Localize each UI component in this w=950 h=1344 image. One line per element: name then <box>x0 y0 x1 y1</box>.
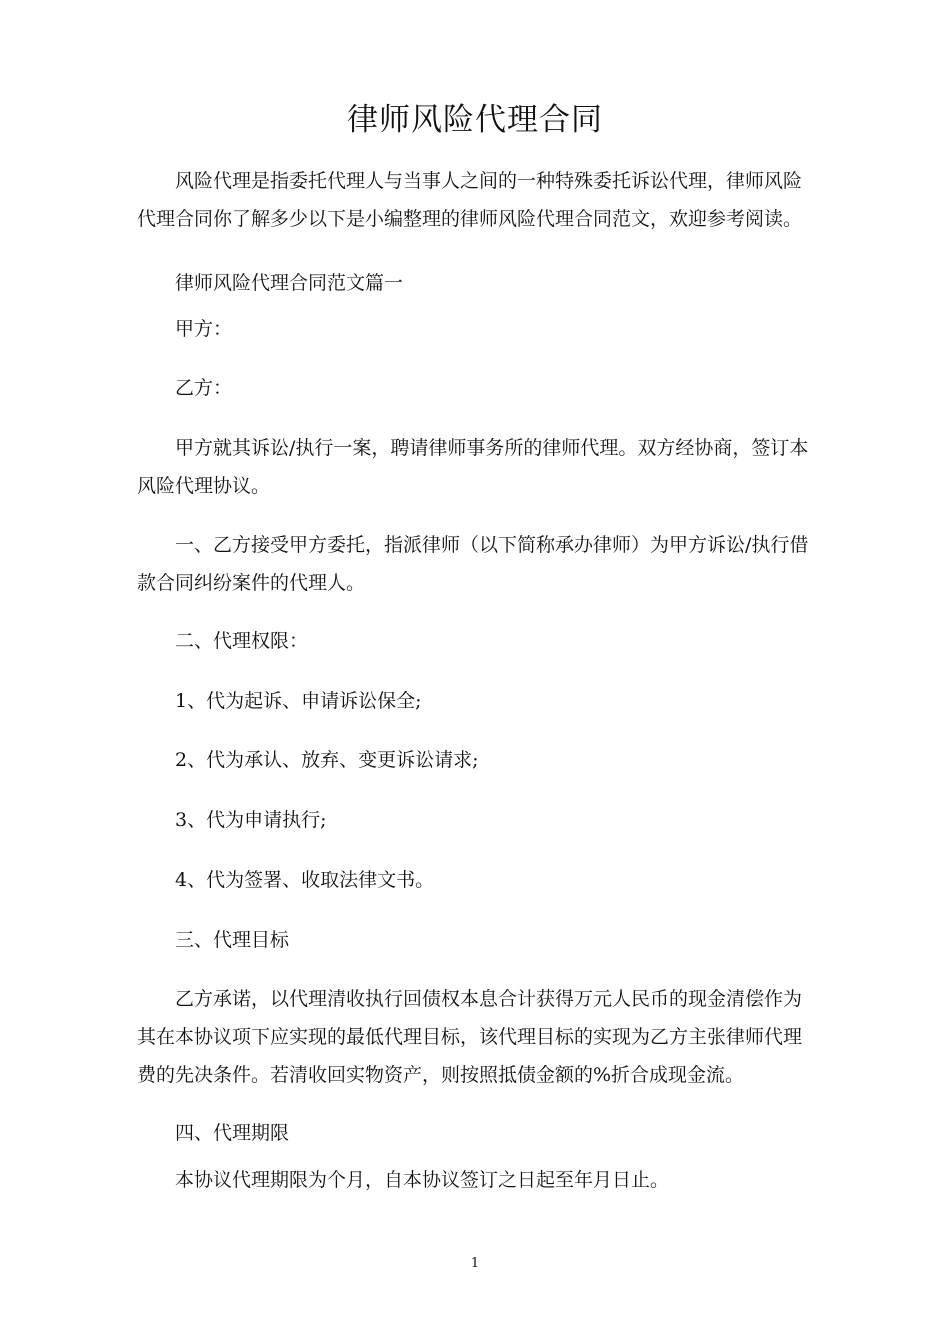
list-item: 1、代为起诉、申请诉讼保全; <box>175 690 422 712</box>
agreement-paragraph: 甲方就其诉讼/执行一案，聘请律师事务所的律师代理。双方经协商，签订本风险代理协议。 <box>137 437 809 497</box>
party-a-line: 甲方： <box>175 318 233 340</box>
clause-2-heading: 二、代理权限： <box>175 630 309 652</box>
intro-paragraph: 风险代理是指委托代理人与当事人之间的一种特殊委托诉讼代理，律师风险代理合同你了解多少以下是小编整理的律师风险代理合同范文，欢迎参考阅读。 <box>137 170 803 230</box>
list-item: 3、代为申请执行; <box>175 809 327 831</box>
clause-1-paragraph: 一、乙方接受甲方委托，指派律师（以下简称承办律师）为甲方诉讼/执行借款合同纠纷案件的代理人。 <box>137 534 809 594</box>
list-item: 2、代为承认、放弃、变更诉讼请求; <box>175 749 479 771</box>
clause-4-heading: 四、代理期限 <box>175 1122 290 1144</box>
section-heading: 律师风险代理合同范文篇一 <box>175 272 404 294</box>
list-item: 4、代为签署、收取法律文书。 <box>175 869 435 891</box>
clause-3-paragraph: 乙方承诺，以代理清收执行回债权本息合计获得万元人民币的现金清偿作为其在本协议项下应实现的最低代理目标，该代理目标的实现为乙方主张律师代理费的先决条件。若清收回实物资产，则按照抵债金额的%折合成现金流。 <box>137 988 803 1086</box>
document-title: 律师风险代理合同 <box>347 102 603 138</box>
page-number: 1 <box>470 1256 480 1271</box>
clause-3-heading: 三、代理目标 <box>175 929 290 951</box>
clause-4-paragraph: 本协议代理期限为个月，自本协议签订之日起至年月日止。 <box>175 1169 670 1191</box>
party-b-line: 乙方： <box>175 377 233 399</box>
